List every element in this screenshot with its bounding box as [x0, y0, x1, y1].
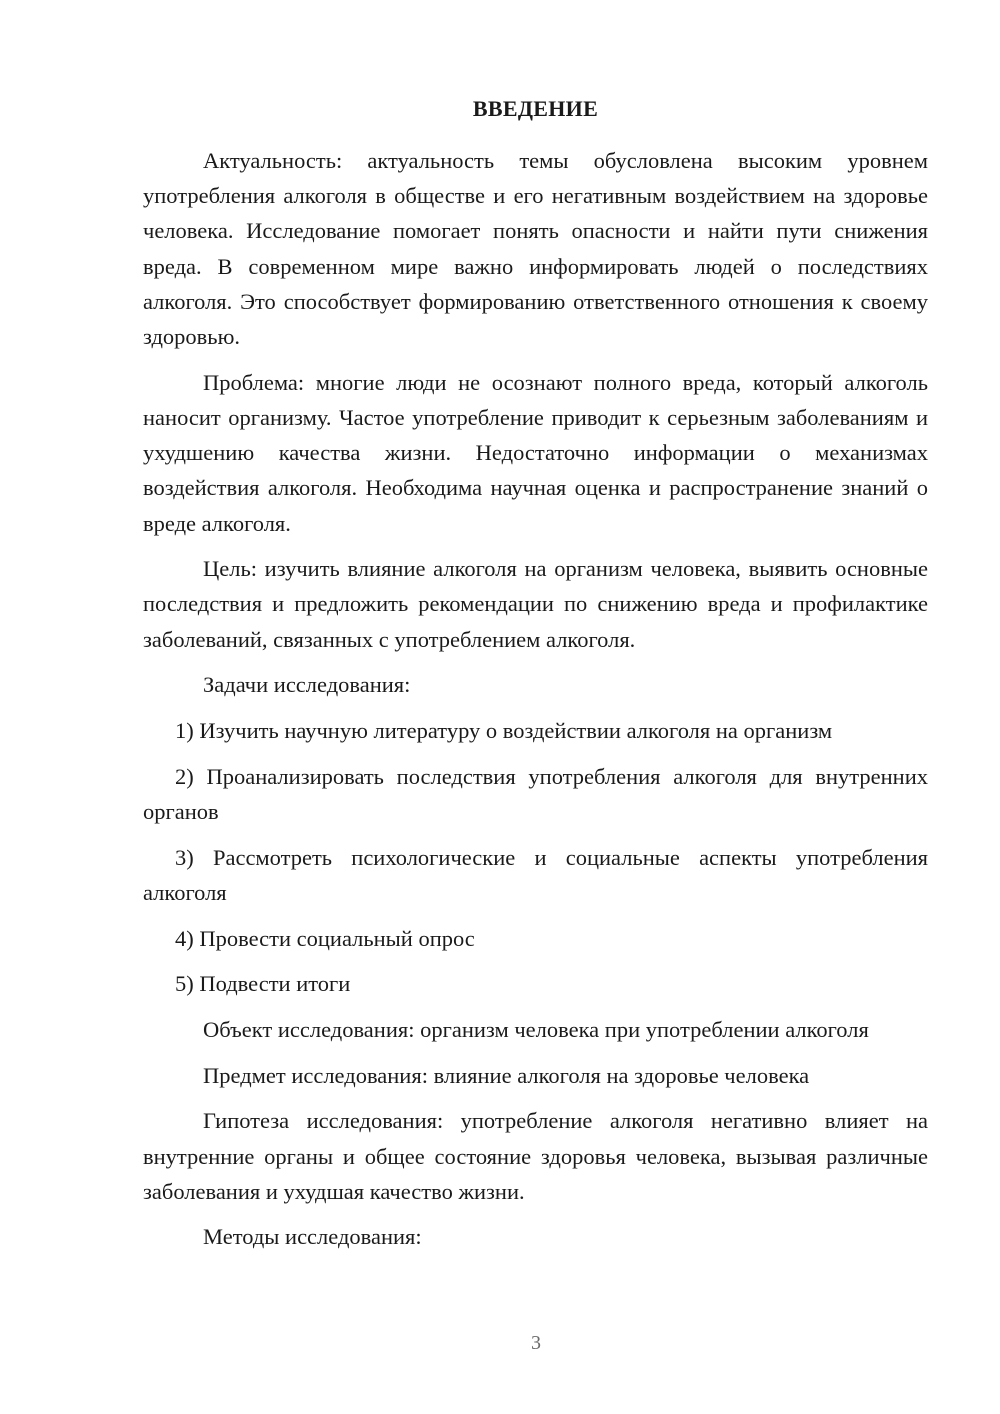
- tasks-heading: Задачи исследования:: [203, 672, 411, 698]
- paragraph-hypothesis: Гипотеза исследования: употребление алкоголя негативно влияет на внутренние органы и общее состояние здоровья человека, вызывая различные заболевания и ухудшая качество жизни.: [143, 1108, 928, 1204]
- task-item-4: 4) Провести социальный опрос: [175, 925, 475, 951]
- methods-heading: Методы исследования:: [203, 1224, 422, 1250]
- paragraph-goal: Цель: изучить влияние алкоголя на организм человека, выявить основные последствия и предложить рекомендации по снижению вреда и профилактике заболеваний, связанных с употреблением алкоголя.: [143, 556, 928, 652]
- paragraph-problem: Проблема: многие люди не осознают полного вреда, который алкоголь наносит организму. Частое употребление приводит к серьезным заболеваниям и ухудшению качества жизни. Недостаточно информации о механизмах воздействия алкоголя. Необходима научная оценка и распространение знаний о вреде алкоголя.: [143, 369, 928, 536]
- section-title: ВВЕДЕНИЕ: [472, 96, 599, 121]
- paragraph-relevance: Актуальность: актуальность темы обусловлена высоким уровнем употребления алкоголя в обществе и его негативным воздействием на здоровье человека. Исследование помогает понять опасности и найти пути снижения вреда. В современном мире важно информировать людей о последствиях алкоголя. Это способствует формированию ответственного отношения к своему здоровью.: [143, 148, 928, 350]
- task-item-2: 2) Проанализировать последствия употребления алкоголя для внутренних органов: [143, 763, 928, 824]
- page-number: 3: [531, 1332, 541, 1354]
- paragraph-subject: Предмет исследования: влияние алкоголя на здоровье человека: [203, 1062, 810, 1088]
- task-item-1: 1) Изучить научную литературу о воздействии алкоголя на организм: [175, 718, 833, 744]
- document-body: [143, 143, 928, 1265]
- task-item-5: 5) Подвести итоги: [175, 971, 351, 997]
- task-item-3: 3) Рассмотреть психологические и социальные аспекты употребления алкоголя: [143, 844, 928, 905]
- paragraph-object: Объект исследования: организм человека при употреблении алкоголя: [203, 1016, 869, 1042]
